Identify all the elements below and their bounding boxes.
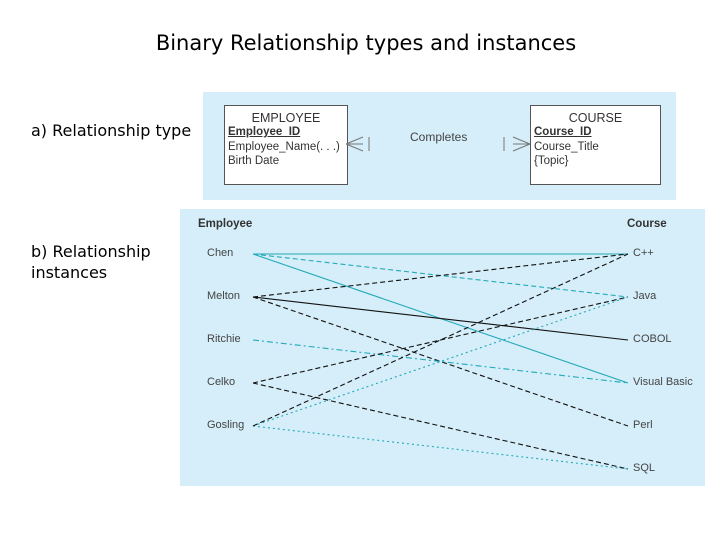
- employee-melton: Melton: [207, 290, 241, 302]
- relationship-label: Completes: [410, 130, 468, 144]
- link-melton-perl: [253, 297, 628, 426]
- caption-relationship-instances: b) Relationship instances: [31, 242, 151, 282]
- relationship-type-panel: [203, 92, 676, 200]
- course-perl: Perl: [633, 419, 653, 431]
- link-celko-sql: [253, 383, 628, 469]
- employee-celko: Celko: [207, 376, 236, 388]
- link-melton-cobol: [253, 297, 628, 340]
- birth-date-attribute: Birth Date: [228, 155, 280, 167]
- course-column-header: Course: [627, 218, 667, 230]
- course-id-attribute: Course_ID: [534, 126, 592, 138]
- course-cobol: COBOL: [633, 333, 672, 345]
- caption-relationship-type: a) Relationship type: [31, 121, 192, 140]
- course-sql: SQL: [633, 462, 656, 474]
- topic-attribute: {Topic}: [534, 155, 569, 167]
- instance-links: [180, 209, 705, 486]
- employee-gosling: Gosling: [207, 419, 245, 431]
- link-gosling-sql: [253, 426, 628, 469]
- employee-side-cardinality: [346, 137, 369, 151]
- course-java: Java: [633, 290, 657, 302]
- course-cpp: C++: [633, 247, 654, 259]
- employee-chen: Chen: [207, 247, 234, 259]
- employee-column-header: Employee: [198, 218, 253, 230]
- course-title-attribute: Course_Title: [534, 140, 599, 153]
- employee-name-attribute: Employee_Name(. . .): [228, 140, 340, 153]
- link-celko-java: [253, 297, 628, 383]
- employee-entity-name: EMPLOYEE: [251, 111, 321, 125]
- course-entity-box: [530, 105, 661, 185]
- course-visual-basic: Visual Basic: [633, 376, 693, 388]
- course-entity-name: COURSE: [568, 111, 623, 125]
- relationship-instances-panel: [180, 209, 705, 486]
- employee-ritchie: Ritchie: [207, 333, 241, 345]
- slide-title: Binary Relationship types and instances: [155, 31, 577, 55]
- course-side-cardinality: [504, 137, 530, 151]
- link-ritchie-visual-basic: [253, 340, 628, 383]
- employee-id-attribute: Employee_ID: [228, 126, 301, 138]
